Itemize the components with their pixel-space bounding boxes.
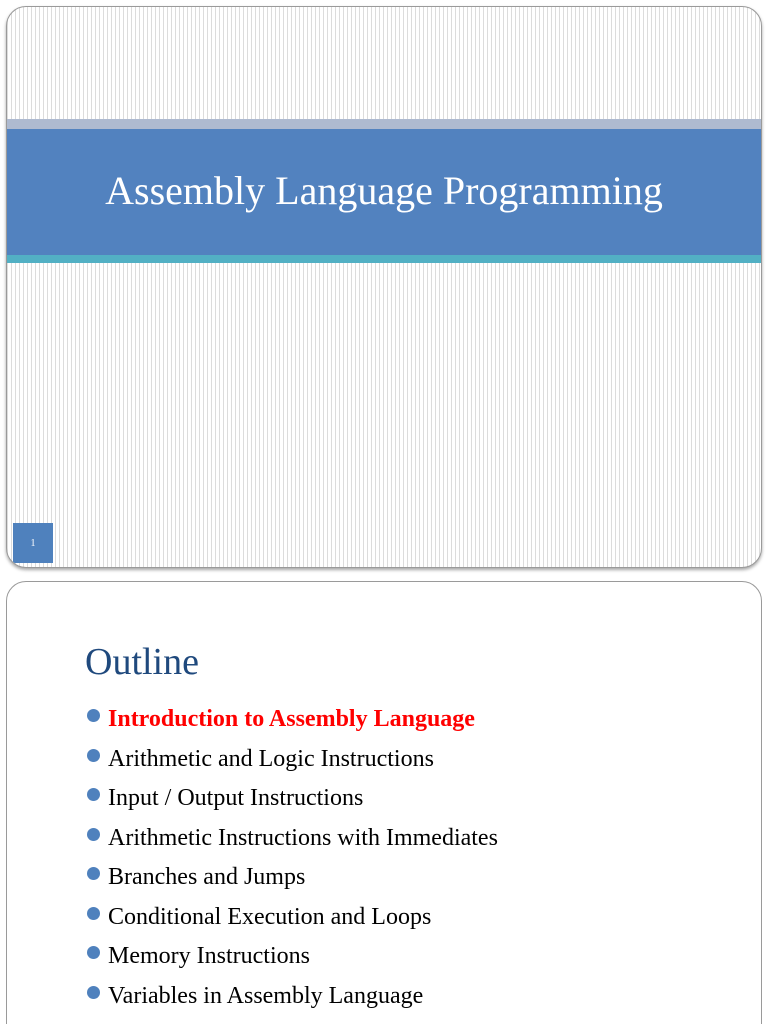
title-band [7, 129, 761, 255]
outline-item [87, 700, 498, 740]
slide-number-badge: 1 [13, 523, 53, 563]
outline-item [87, 858, 498, 898]
outline-item [87, 779, 498, 819]
title-band-top-stripe [7, 119, 761, 129]
title-slide [6, 6, 762, 568]
outline-item-label: Input / Output Instructions [108, 785, 364, 812]
title-band-bottom-stripe [7, 255, 761, 263]
outline-item-label: Memory Instructions [108, 943, 310, 970]
outline-item [87, 937, 498, 977]
outline-list [87, 700, 498, 1016]
bullet-dot-icon [87, 828, 100, 841]
outline-item-label: Branches and Jumps [108, 864, 306, 891]
bullet-dot-icon [87, 986, 100, 999]
outline-item-label: Arithmetic and Logic Instructions [108, 745, 434, 772]
bullet-dot-icon [87, 907, 100, 920]
outline-slide [6, 581, 762, 1024]
outline-title: Outline [85, 641, 199, 683]
outline-item-label: Introduction to Assembly Language [108, 706, 475, 733]
outline-item-label: Arithmetic Instructions with Immediates [108, 824, 498, 851]
outline-item [87, 740, 498, 780]
bullet-dot-icon [87, 946, 100, 959]
outline-item [87, 977, 498, 1017]
bullet-dot-icon [87, 867, 100, 880]
outline-item-label: Conditional Execution and Loops [108, 903, 432, 930]
bullet-dot-icon [87, 749, 100, 762]
bullet-dot-icon [87, 709, 100, 722]
outline-item [87, 898, 498, 938]
outline-item-label: Variables in Assembly Language [108, 982, 424, 1009]
bullet-dot-icon [87, 788, 100, 801]
slide-title: Assembly Language Programming [105, 167, 663, 213]
outline-item [87, 819, 498, 859]
